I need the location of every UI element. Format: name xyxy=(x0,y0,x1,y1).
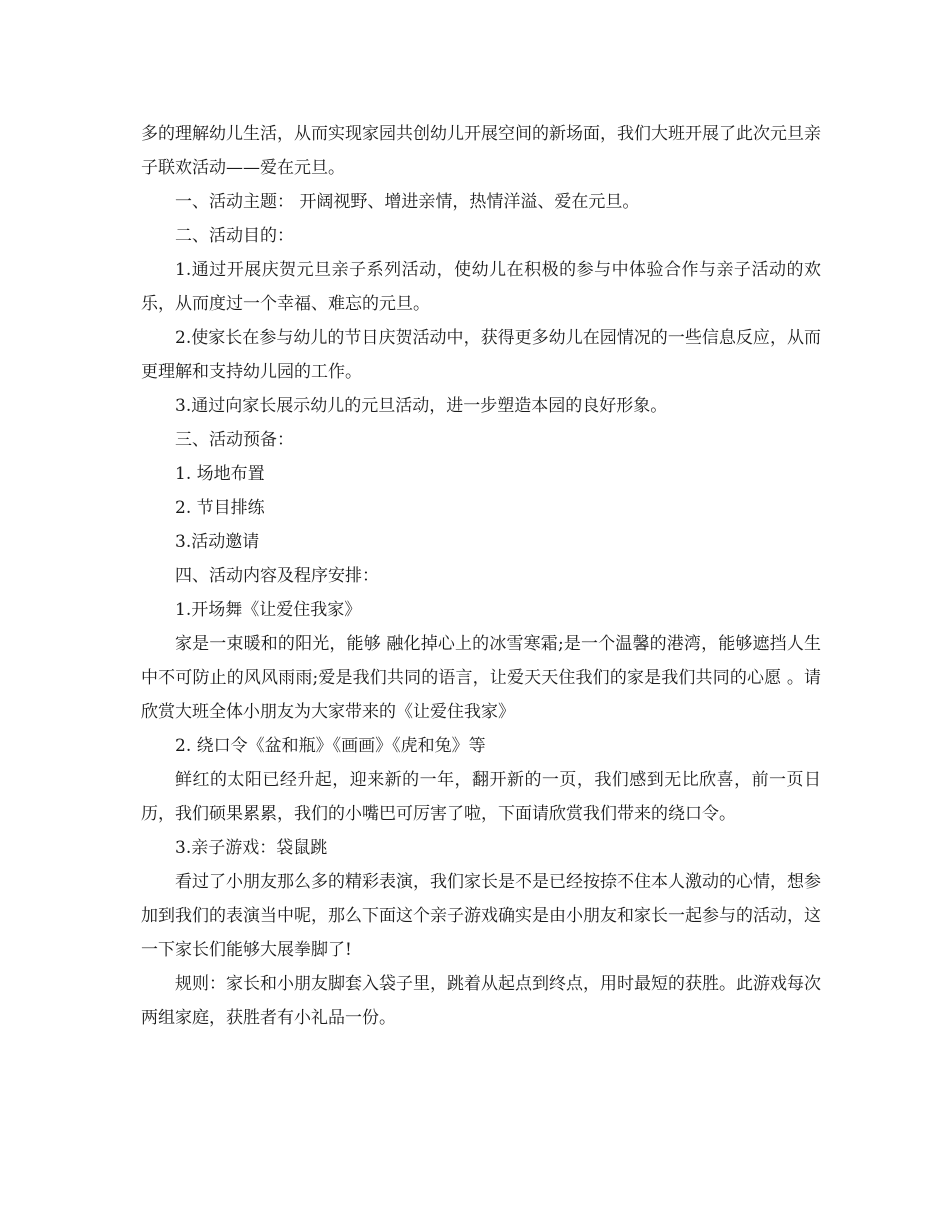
section-heading-purpose: 二、活动目的： xyxy=(175,226,294,246)
document-body xyxy=(141,117,821,1035)
purpose-item-3: 3.通过向家长展示幼儿的元旦活动，进一步塑造本园的良好形象。 xyxy=(175,396,668,416)
preparation-item-3: 3.活动邀请 xyxy=(175,532,260,552)
program-item-1-title: 1.开场舞《让爱住我家》 xyxy=(175,600,362,620)
program-item-3-title: 3.亲子游戏：袋鼠跳 xyxy=(175,838,328,858)
preparation-item-1: 1. 场地布置 xyxy=(175,464,265,484)
program-item-1-text: 家是一束暖和的阳光，能够 融化掉心上的冰雪寒霜;是一个温馨的港湾，能够遮挡人生中不可防止的风风雨雨;爱是我们共同的语言，让爱天天住我们的家是我们共同的心愿 。请欣赏大班全体小朋友为大家带来的《让爱住我家》 xyxy=(141,634,821,722)
section-heading-theme: 一、活动主题： 开阔视野、增进亲情，热情洋溢、爱在元旦。 xyxy=(175,192,640,212)
program-item-2-title: 2. 绕口令《盆和瓶》《画画》《虎和兔》等 xyxy=(175,736,486,756)
purpose-item-1: 1.通过开展庆贺元旦亲子系列活动，使幼儿在积极的参与中体验合作与亲子活动的欢乐，从而度过一个幸福、难忘的元旦。 xyxy=(141,260,821,314)
preparation-item-2: 2. 节目排练 xyxy=(175,498,265,518)
paragraph-intro-continued: 多的理解幼儿生活，从而实现家园共创幼儿开展空间的新场面，我们大班开展了此次元旦亲子联欢活动——爱在元旦。 xyxy=(141,124,821,178)
purpose-item-2: 2.使家长在参与幼儿的节日庆贺活动中，获得更多幼儿在园情况的一些信息反应，从而更理解和支持幼儿园的工作。 xyxy=(141,328,821,382)
section-heading-preparation: 三、活动预备： xyxy=(175,430,294,450)
program-item-3-rules: 规则：家长和小朋友脚套入袋子里，跳着从起点到终点，用时最短的获胜。此游戏每次两组家庭，获胜者有小礼品一份。 xyxy=(141,974,821,1028)
program-item-2-text: 鲜红的太阳已经升起，迎来新的一年，翻开新的一页，我们感到无比欣喜，前一页日历，我们硕果累累，我们的小嘴巴可厉害了啦，下面请欣赏我们带来的绕口令。 xyxy=(141,770,821,824)
section-heading-program: 四、活动内容及程序安排： xyxy=(175,566,379,586)
program-item-3-text: 看过了小朋友那么多的精彩表演，我们家长是不是已经按捺不住本人激动的心情，想参加到我们的表演当中呢，那么下面这个亲子游戏确实是由小朋友和家长一起参与的活动，这一下家长们能够大展拳脚了! xyxy=(141,872,821,960)
